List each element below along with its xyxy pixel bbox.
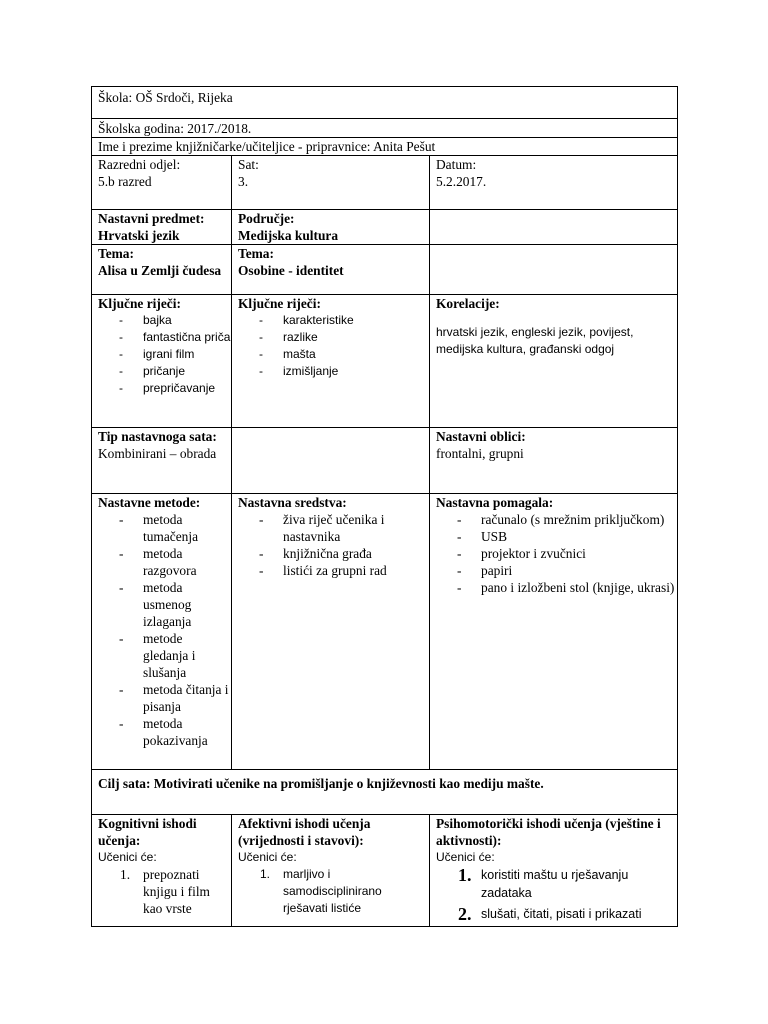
subject-label: Nastavni predmet: bbox=[98, 211, 205, 226]
list-item: - bajka bbox=[98, 312, 231, 329]
item-number: 1. bbox=[120, 867, 131, 882]
empty-cell-3 bbox=[232, 428, 430, 494]
theme-label: Tema: bbox=[98, 246, 134, 261]
affective-label: Afektivni ishodi učenja (vrijednosti i stavovi): bbox=[238, 816, 371, 848]
keywords-cell-2 bbox=[232, 295, 430, 428]
resources-label: Nastavna sredstva: bbox=[238, 495, 347, 510]
list-item bbox=[238, 866, 429, 917]
subject-cell bbox=[92, 210, 232, 245]
goal-cell bbox=[92, 770, 678, 815]
cognitive-cell bbox=[92, 815, 232, 927]
period-label: Sat: bbox=[238, 157, 259, 172]
item-text: marljivo i samodisciplinirano rješavati listiće bbox=[283, 867, 382, 915]
list-item: - metoda usmenog izlaganja bbox=[98, 579, 231, 630]
keywords-label-1: Ključne riječi: bbox=[98, 296, 181, 311]
keywords-label-2: Ključne riječi: bbox=[238, 296, 321, 311]
list-item: - fantastična priča bbox=[98, 329, 231, 346]
theme-cell bbox=[92, 245, 232, 295]
keywords-list-2 bbox=[238, 312, 429, 380]
list-item: - mašta bbox=[238, 346, 429, 363]
item-number: 1. bbox=[458, 865, 472, 885]
empty-cell-1 bbox=[430, 210, 678, 245]
empty-cell-2 bbox=[430, 245, 678, 295]
item-number: 1. bbox=[260, 867, 271, 881]
correlations-value: hrvatski jezik, engleski jezik, povijest, medijska kultura, građanski odgoj bbox=[436, 325, 634, 356]
list-item: - metoda tumačenja bbox=[98, 511, 231, 545]
class-cell bbox=[92, 156, 232, 210]
forms-label: Nastavni oblici: bbox=[436, 429, 526, 444]
list-item: - izmišljanje bbox=[238, 363, 429, 380]
topic-label: Tema: bbox=[238, 246, 274, 261]
psychomotor-cell bbox=[430, 815, 678, 927]
list-item bbox=[436, 905, 677, 923]
teacher-name-text: Ime i prezime knjižničarke/učiteljice - pripravnice: Anita Pešut bbox=[98, 139, 436, 154]
area-label: Područje: bbox=[238, 211, 295, 226]
area-value: Medijska kultura bbox=[238, 228, 339, 243]
forms-cell bbox=[430, 428, 678, 494]
psychomotor-intro: Učenici će: bbox=[436, 850, 495, 864]
class-value: 5.b razred bbox=[98, 174, 152, 189]
list-item: - prepričavanje bbox=[98, 380, 231, 397]
list-item: - projektor i zvučnici bbox=[436, 545, 677, 562]
cognitive-label: Kognitivni ishodi učenja: bbox=[98, 816, 197, 848]
aids-cell bbox=[430, 494, 678, 770]
item-text: prepoznati knjigu i film kao vrste bbox=[143, 867, 210, 916]
list-item: - listići za grupni rad bbox=[238, 562, 429, 579]
psychomotor-list bbox=[436, 866, 677, 923]
period-cell bbox=[232, 156, 430, 210]
list-item: - metoda pokazivanja bbox=[98, 715, 231, 749]
goal-text: Cilj sata: Motivirati učenike na promišljanje o književnosti kao mediju mašte. bbox=[98, 776, 544, 791]
date-cell bbox=[430, 156, 678, 210]
resources-cell bbox=[232, 494, 430, 770]
list-item: - metoda razgovora bbox=[98, 545, 231, 579]
list-item: - USB bbox=[436, 528, 677, 545]
item-number: 2. bbox=[458, 904, 472, 924]
list-item bbox=[436, 866, 677, 902]
topic-value: Osobine - identitet bbox=[238, 263, 344, 278]
list-item: - metoda čitanja i pisanja bbox=[98, 681, 231, 715]
list-item: - papiri bbox=[436, 562, 677, 579]
keywords-list-1 bbox=[98, 312, 231, 397]
resources-list bbox=[238, 511, 429, 579]
aids-label: Nastavna pomagala: bbox=[436, 495, 554, 510]
list-item: - knjižnična građa bbox=[238, 545, 429, 562]
school-cell bbox=[92, 87, 678, 119]
period-value: 3. bbox=[238, 174, 249, 189]
date-value: 5.2.2017. bbox=[436, 174, 487, 189]
list-item: - karakteristike bbox=[238, 312, 429, 329]
date-label: Datum: bbox=[436, 157, 477, 172]
affective-intro: Učenici će: bbox=[238, 850, 297, 864]
list-item: - metode gledanja i slušanja bbox=[98, 630, 231, 681]
methods-list bbox=[98, 511, 231, 749]
school-year-text: Školska godina: 2017./2018. bbox=[98, 121, 252, 136]
aids-list bbox=[436, 511, 677, 596]
methods-cell bbox=[92, 494, 232, 770]
correlations-label: Korelacije: bbox=[436, 296, 500, 311]
teacher-name-cell bbox=[92, 138, 678, 156]
keywords-cell-1 bbox=[92, 295, 232, 428]
area-cell bbox=[232, 210, 430, 245]
list-item: - pričanje bbox=[98, 363, 231, 380]
list-item: - igrani film bbox=[98, 346, 231, 363]
list-item: - računalo (s mrežnim priključkom) bbox=[436, 511, 677, 528]
lesson-type-cell bbox=[92, 428, 232, 494]
lesson-plan-table bbox=[91, 86, 678, 927]
list-item: - razlike bbox=[238, 329, 429, 346]
lesson-type-label: Tip nastavnoga sata: bbox=[98, 429, 217, 444]
affective-list bbox=[238, 866, 429, 917]
methods-label: Nastavne metode: bbox=[98, 495, 201, 510]
school-year-cell bbox=[92, 119, 678, 138]
psychomotor-label: Psihomotorički ishodi učenja (vještine i aktivnosti): bbox=[436, 816, 661, 848]
correlations-cell bbox=[430, 295, 678, 428]
affective-cell bbox=[232, 815, 430, 927]
item-text: slušati, čitati, pisati i prikazati bbox=[481, 907, 642, 921]
class-label: Razredni odjel: bbox=[98, 157, 181, 172]
list-item bbox=[98, 866, 231, 917]
topic-cell bbox=[232, 245, 430, 295]
lesson-type-value: Kombinirani – obrada bbox=[98, 446, 217, 461]
cognitive-intro: Učenici će: bbox=[98, 850, 157, 864]
theme-value: Alisa u Zemlji čudesa bbox=[98, 263, 222, 278]
list-item: - pano i izložbeni stol (knjige, ukrasi) bbox=[436, 579, 677, 596]
forms-value: frontalni, grupni bbox=[436, 446, 524, 461]
cognitive-list bbox=[98, 866, 231, 917]
school-text: Škola: OŠ Srdoči, Rijeka bbox=[98, 90, 233, 105]
subject-value: Hrvatski jezik bbox=[98, 228, 180, 243]
list-item: - živa riječ učenika i nastavnika bbox=[238, 511, 429, 545]
item-text: koristiti maštu u rješavanju zadataka bbox=[481, 868, 629, 900]
